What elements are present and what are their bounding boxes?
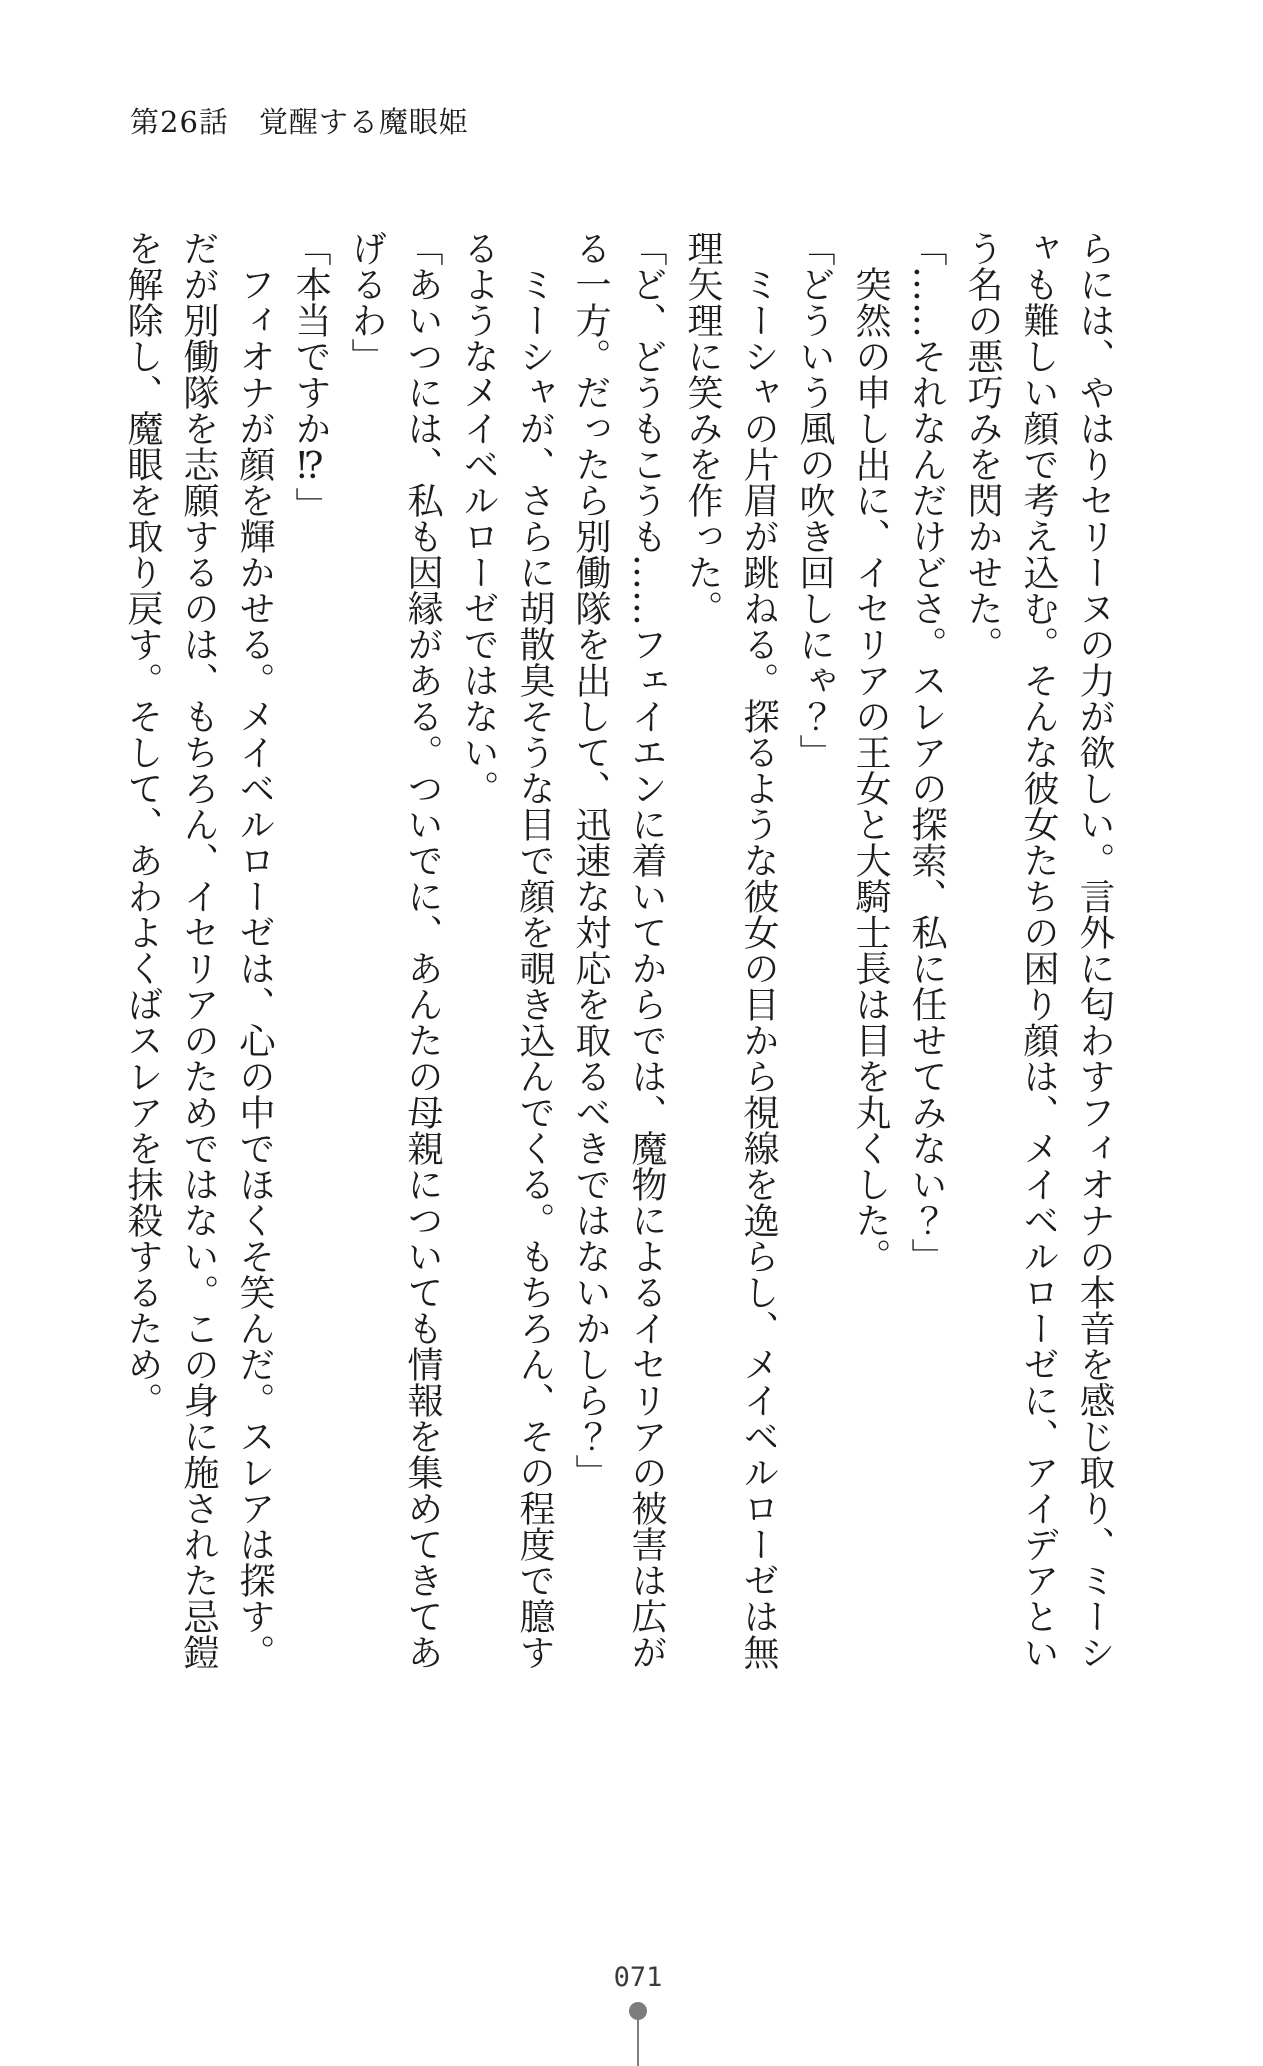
text-line: ャも難しい顔で考え込む。そんな彼女たちの困り顔は、メイベルローゼに、アイデアとい: [1018, 230, 1059, 1670]
text-line: ミーシャの片眉が跳ねる。探るような彼女の目から視線を逸らし、メイベルローゼは無: [738, 230, 779, 1670]
text-line: を解除し、魔眼を取り戻す。そして、あわよくばスレアを抹殺するため。: [122, 230, 163, 1418]
text-line: だが別働隊を志願するのは、もちろん、イセリアのためではない。この身に施された忌鎧: [178, 230, 219, 1670]
text-line: らには、やはりセリーヌの力が欲しい。言外に匂わすフィオナの本音を感じ取り、ミーシ: [1074, 230, 1115, 1670]
text-line: 突然の申し出に、イセリアの王女と大騎士長は目を丸くした。: [850, 230, 891, 1274]
body-text: [114, 230, 1122, 1730]
text-line: 「あいつには、私も因縁がある。ついでに、あんたの母親についても情報を集めてきてあ: [402, 230, 443, 1670]
text-line: 「どういう風の吹き回しにゃ？」: [794, 230, 835, 770]
text-line: 「本当ですか⁉」: [290, 230, 331, 523]
text-line: 理矢理に笑みを作った。: [682, 230, 723, 626]
text-line: 「……それなんだけどさ。スレアの探索、私に任せてみない？」: [906, 230, 947, 1274]
text-line: フィオナが顔を輝かせる。メイベルローゼは、心の中でほくそ笑んだ。スレアは探す。: [234, 230, 275, 1670]
bookmark-line: [637, 2012, 639, 2066]
text-line: る一方。だったら別働隊を出して、迅速な対応を取るべきではないかしら？」: [570, 230, 611, 1490]
text-line: げるわ」: [346, 230, 387, 374]
page-number: 071: [613, 1962, 663, 1993]
text-line: う名の悪巧みを閃かせた。: [962, 230, 1003, 662]
text-line: ミーシャが、さらに胡散臭そうな目で顔を覗き込んでくる。もちろん、その程度で臆す: [514, 230, 555, 1670]
text-line: るようなメイベルローゼではない。: [458, 230, 499, 806]
chapter-heading: 第26話 覚醒する魔眼姫: [130, 105, 469, 139]
text-line: 「ど、どうもこうも……フェイエンに着いてからでは、魔物によるイセリアの被害は広が: [626, 230, 667, 1670]
